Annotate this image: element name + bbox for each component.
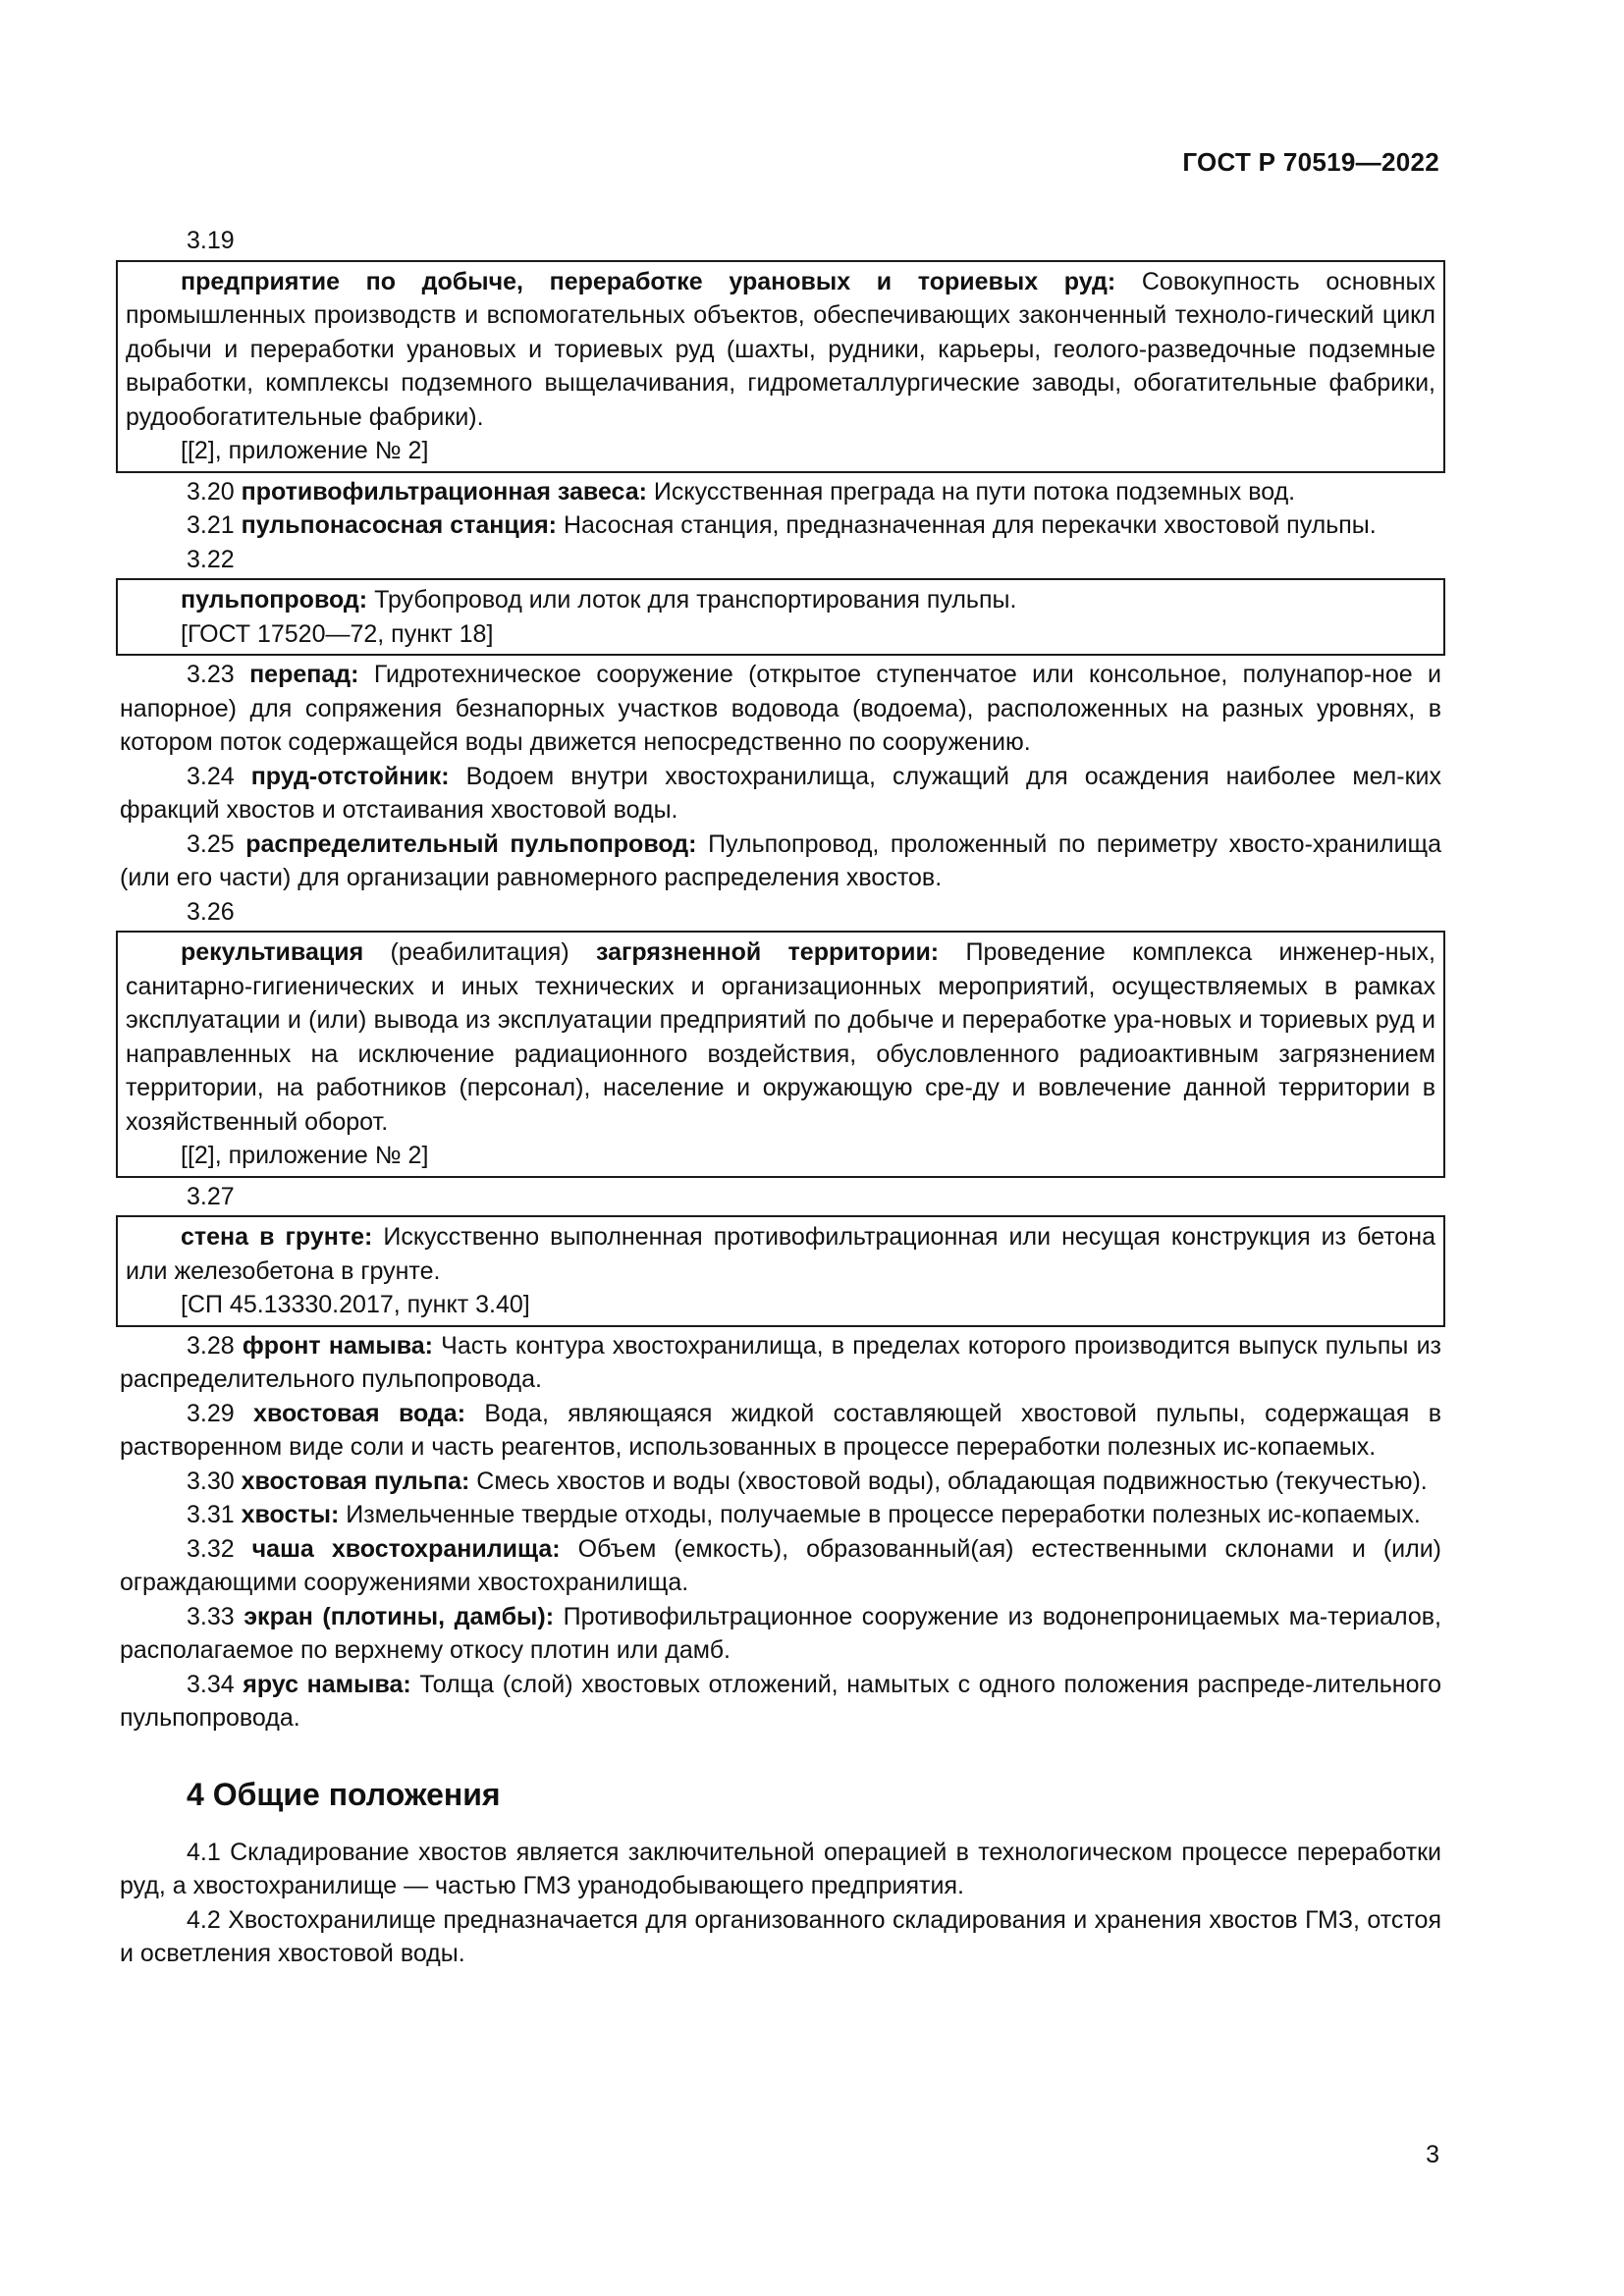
definition-3-28 <box>120 1329 1441 1397</box>
term: предприятие по добыче, переработке урановых и ториевых руд: <box>181 267 1116 295</box>
definition-3-19 <box>126 265 1435 435</box>
item-number-3-22: 3.22 <box>187 545 235 573</box>
definition-3-33 <box>120 1600 1441 1668</box>
item-number: 3.30 <box>187 1467 242 1495</box>
term-synonym: (реабилитация) <box>363 938 596 966</box>
definition-3-29 <box>120 1397 1441 1465</box>
item-number: 3.31 <box>187 1501 242 1528</box>
source-reference: [СП 45.13330.2017, пункт 3.40] <box>181 1291 530 1318</box>
page-number: 3 <box>1426 2141 1439 2168</box>
definition-text: Искусственная преграда на пути потока подземных вод. <box>646 477 1296 506</box>
term: перепад: <box>249 661 359 688</box>
term: фронт намыва: <box>242 1331 433 1360</box>
item-number: 3.24 <box>187 762 251 790</box>
paragraph-4-1: 4.1 Складирование хвостов является заключительной операцией в технологическом процессе переработки руд, а хвостохранилище — частью ГМЗ уранодобывающего предприятия. <box>120 1838 1441 1899</box>
definition-3-23 <box>120 658 1441 760</box>
definition-3-34 <box>120 1668 1441 1735</box>
definition-text: Насосная станция, предназначенная для перекачки хвостовой пульпы. <box>557 511 1377 539</box>
source-reference: [[2], приложение № 2] <box>181 437 429 464</box>
quoted-definition-3-26 <box>116 931 1445 1178</box>
item-number-3-26: 3.26 <box>187 897 235 926</box>
term: стена в грунте: <box>181 1223 373 1251</box>
item-number-3-27: 3.27 <box>187 1182 235 1210</box>
definition-3-21 <box>120 508 1441 543</box>
definition-text: Измельченные твердые отходы, получаемые в процессе переработки полезных ис-копаемых. <box>339 1501 1421 1528</box>
definition-3-24 <box>120 760 1441 828</box>
definition-text: Толща (слой) хвостовых отложений, намытых с одного положения распреде-лительного пульпопровода. <box>120 1670 1441 1732</box>
item-number: 3.21 <box>187 511 242 539</box>
definition-text: Гидротехническое сооружение (открытое ступенчатое или консольное, полунапор-ное и напорное) для сопряжения безнапорных участков водовода (водоема), расположенных на разных уровнях, в котором поток содержащейся воды движется непосредственно по сооружению. <box>120 661 1442 756</box>
definition-text: Пульпопровод, проложенный по периметру хвосто-хранилища (или его части) для организации равномерного распределения хвостов. <box>120 829 1442 891</box>
definition-3-25 <box>120 828 1441 895</box>
term: пруд-отстойник: <box>250 762 450 790</box>
paragraph-4-2: 4.2 Хвостохранилище предназначается для организованного складирования и хранения хвостов ГМЗ, отстоя и осветления хвостовой воды. <box>120 1905 1441 1967</box>
quoted-definition-3-22 <box>116 578 1445 656</box>
term: ярус намыва: <box>243 1670 411 1698</box>
definition-3-26 <box>126 935 1435 1139</box>
definition-3-30 <box>120 1465 1441 1499</box>
definition-text: Проведение комплекса инженер-ных, санитарно-гигиенических и иных технических и организационных мероприятий, осуществляемых в рамках эксплуатации и (или) вывода из эксплуатации предприятий по добыче и переработке ура-новых и ториевых руд и направленных на исключение радиационного воздействия, обусловленного радиоактивным загрязнением территории, на работников (персонал), население и окружающую сре-ду и вовлечение данной территории в хозяйственный оборот. <box>126 938 1435 1136</box>
source-reference: [[2], приложение № 2] <box>181 1142 429 1169</box>
definition-3-20 <box>120 475 1441 509</box>
definition-3-32 <box>120 1532 1441 1600</box>
source-reference: [ГОСТ 17520—72, пункт 18] <box>181 619 494 648</box>
definition-3-31 <box>120 1498 1441 1532</box>
item-number: 3.28 <box>187 1331 243 1360</box>
definition-text: Часть контура хвостохранилища, в пределах которого производится выпуск пульпы из распределительного пульпопровода. <box>120 1331 1442 1393</box>
definition-3-22 <box>126 583 1435 617</box>
document-code: ГОСТ Р 70519—2022 <box>1182 147 1439 177</box>
item-number: 3.29 <box>187 1399 254 1427</box>
item-number: 3.25 <box>187 829 246 858</box>
quoted-definition-3-19 <box>116 260 1445 473</box>
term: пульпонасосная станция: <box>241 511 557 539</box>
definition-text: Совокупность основных промышленных производств и вспомогательных объектов, обеспечивающих законченный техноло-гический цикл добычи и переработки урановых и ториевых руд (шахты, рудники, карьеры, геолого-разведочные подземные выработки, комплексы подземного выщелачивания, гидрометаллургические заводы, обогатительные фабрики, рудообогатительные фабрики). <box>126 267 1435 431</box>
term: хвосты: <box>241 1501 340 1528</box>
item-number: 3.34 <box>187 1670 244 1698</box>
term: пульпопровод: <box>181 586 368 614</box>
item-number: 3.32 <box>187 1534 252 1563</box>
definition-text: Смесь хвостов и воды (хвостовой воды), обладающая подвижностью (текучестью). <box>469 1467 1428 1495</box>
term: чаша хвостохранилища: <box>251 1534 561 1563</box>
quoted-definition-3-27 <box>116 1215 1445 1327</box>
definition-text: Искусственно выполненная противофильтрационная или несущая конструкция из бетона или железобетона в грунте. <box>126 1223 1435 1285</box>
item-number: 3.33 <box>187 1602 244 1630</box>
section-heading: 4 Общие положения <box>187 1776 501 1812</box>
definition-3-27 <box>126 1220 1435 1288</box>
definition-text: Вода, являющаяся жидкой составляющей хвостовой пульпы, содержащая в растворенном виде соли и часть реагентов, использованных в процессе переработки полезных ис-копаемых. <box>120 1399 1441 1461</box>
item-number: 3.23 <box>187 661 250 688</box>
term: хвостовая пульпа: <box>241 1467 470 1495</box>
item-number: 3.20 <box>187 477 242 506</box>
definition-text: Противофильтрационное сооружение из водонепроницаемых ма-териалов, располагаемое по верхнему откосу плотин или дамб. <box>120 1602 1441 1664</box>
definition-text: Трубопровод или лоток для транспортирования пульпы. <box>367 586 1017 614</box>
term: противофильтрационная завеса: <box>241 477 647 506</box>
item-number-3-19: 3.19 <box>187 227 235 254</box>
term: экран (плотины, дамбы): <box>244 1602 555 1630</box>
term: хвостовая вода: <box>253 1399 466 1427</box>
page-content <box>120 224 1441 1971</box>
definition-text: Водоем внутри хвостохранилища, служащий для осаждения наиболее мел-ких фракций хвостов и отстаивания хвостовой воды. <box>120 762 1441 824</box>
term: загрязненной территории: <box>596 938 940 966</box>
term: распределительный пульпопровод: <box>245 829 697 858</box>
definition-text: Объем (емкость), образованный(ая) естественными склонами и (или) ограждающими сооружениями хвостохранилища. <box>120 1534 1442 1596</box>
term: рекультивация <box>181 938 364 966</box>
